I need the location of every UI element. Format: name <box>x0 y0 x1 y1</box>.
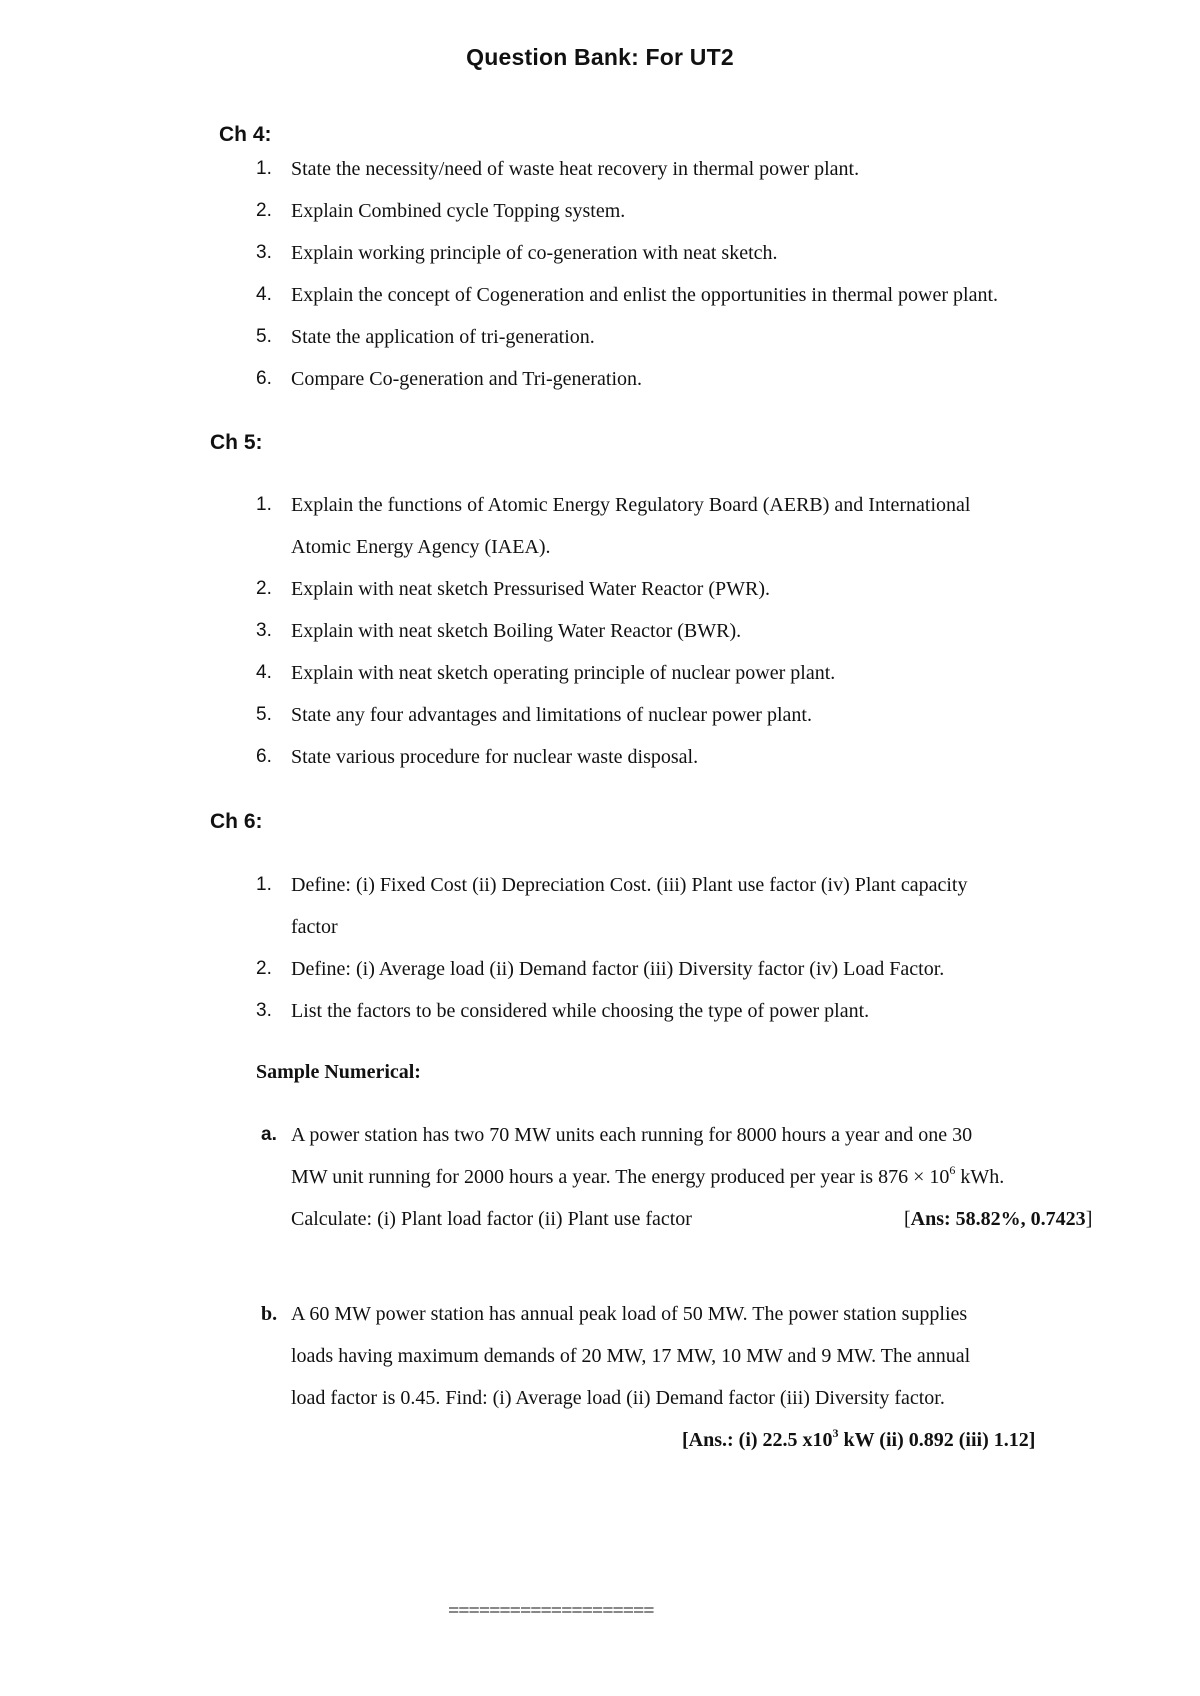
question-number: 4. <box>256 284 272 305</box>
question-text: Define: (i) Average load (ii) Demand factor (iii) Diversity factor (iv) Load Factor. <box>291 958 945 980</box>
question-text: Explain Combined cycle Topping system. <box>291 200 626 222</box>
numerical-a-line-1: A power station has two 70 MW units each running for 8000 hours a year and one 30 <box>291 1124 973 1146</box>
question-number: 2. <box>256 578 272 599</box>
chapter-6-heading: Ch 6: <box>210 810 263 833</box>
exponent: 3 <box>832 1426 839 1440</box>
question-number: 3. <box>256 620 272 641</box>
question-text: Explain working principle of co-generation with neat sketch. <box>291 242 778 264</box>
numerical-a-line-3: Calculate: (i) Plant load factor (ii) Plant use factor <box>291 1208 692 1230</box>
answer-text: [Ans.: (i) 22.5 x10 <box>682 1429 833 1451</box>
numerical-b-line-3: load factor is 0.45. Find: (i) Average load (ii) Demand factor (iii) Diversity factor. <box>291 1387 945 1409</box>
question-text: Explain the concept of Cogeneration and enlist the opportunities in thermal power plant. <box>291 284 999 306</box>
question-text: Explain with neat sketch Boiling Water Reactor (BWR). <box>291 620 742 642</box>
question-number: 6. <box>256 746 272 767</box>
numerical-b-answer <box>682 1426 1036 1452</box>
question-text: State any four advantages and limitations of nuclear power plant. <box>291 704 812 726</box>
numerical-a-line-2 <box>291 1163 1005 1189</box>
question-text: State the application of tri-generation. <box>291 326 595 348</box>
footer-divider: ==================== <box>448 1600 654 1622</box>
sample-numerical-heading: Sample Numerical: <box>256 1061 421 1083</box>
question-number: 5. <box>256 326 272 347</box>
question-number: 3. <box>256 242 272 263</box>
exponent: 6 <box>949 1163 956 1177</box>
question-number: 3. <box>256 1000 272 1021</box>
question-text-continued: Atomic Energy Agency (IAEA). <box>291 536 551 558</box>
question-text: List the factors to be considered while choosing the type of power plant. <box>291 1000 870 1022</box>
numerical-a-answer <box>904 1208 1092 1231</box>
question-text: Explain with neat sketch Pressurised Water Reactor (PWR). <box>291 578 771 600</box>
question-number: 6. <box>256 368 272 389</box>
question-text: Define: (i) Fixed Cost (ii) Depreciation Cost. (iii) Plant use factor (iv) Plant capacity <box>291 874 968 896</box>
question-number: 2. <box>256 958 272 979</box>
question-number: 4. <box>256 662 272 683</box>
numerical-a-line-2-text: MW unit running for 2000 hours a year. The energy produced per year is 876 × 10 <box>291 1166 950 1188</box>
question-number: 5. <box>256 704 272 725</box>
answer-bracket-open: [ <box>904 1208 911 1230</box>
page-title: Question Bank: For UT2 <box>466 44 734 70</box>
question-text: Explain with neat sketch operating principle of nuclear power plant. <box>291 662 836 684</box>
answer-text-end: kW (ii) 0.892 (iii) 1.12] <box>838 1429 1036 1451</box>
answer-value: Ans: 58.82%, 0.7423 <box>910 1208 1086 1230</box>
chapter-4-heading: Ch 4: <box>219 123 272 146</box>
question-number: 1. <box>256 158 272 179</box>
question-number: 2. <box>256 200 272 221</box>
numerical-b-line-1: A 60 MW power station has annual peak load of 50 MW. The power station supplies <box>291 1303 968 1325</box>
numerical-a-line-2-unit: kWh. <box>955 1166 1005 1188</box>
question-text: State the necessity/need of waste heat recovery in thermal power plant. <box>291 158 860 180</box>
question-text-continued: factor <box>291 916 338 938</box>
question-text: Compare Co-generation and Tri-generation. <box>291 368 643 390</box>
question-number: 1. <box>256 494 272 515</box>
numerical-b-line-2: loads having maximum demands of 20 MW, 17 MW, 10 MW and 9 MW. The annual <box>291 1345 971 1367</box>
question-text: State various procedure for nuclear waste disposal. <box>291 746 699 768</box>
chapter-5-heading: Ch 5: <box>210 431 263 454</box>
answer-bracket-close: ] <box>1085 1208 1093 1230</box>
numerical-b-label: b. <box>261 1303 278 1325</box>
numerical-a-label: a. <box>261 1124 277 1145</box>
question-number: 1. <box>256 874 272 895</box>
question-text: Explain the functions of Atomic Energy Regulatory Board (AERB) and International <box>291 494 971 516</box>
